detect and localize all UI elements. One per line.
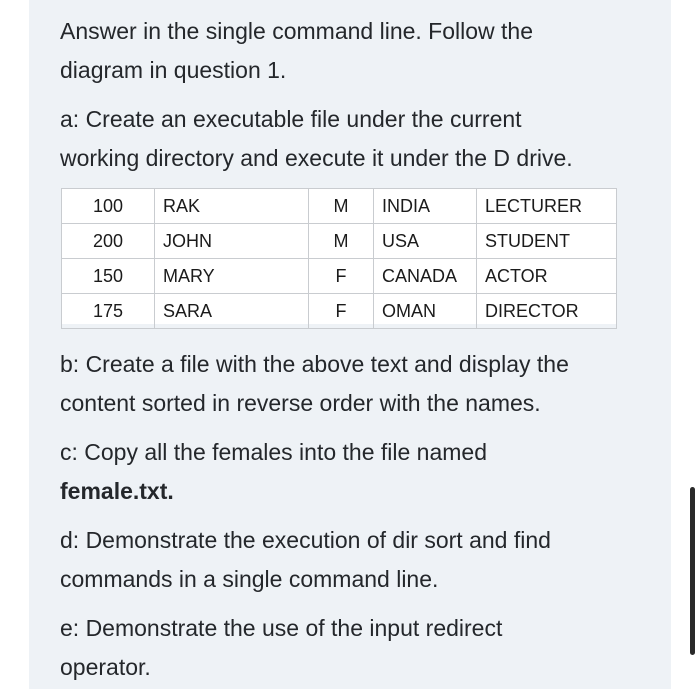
question-e-line-2: operator. (60, 653, 151, 680)
question-d-line-1: d: Demonstrate the execution of dir sort and find (60, 527, 551, 553)
question-b-line-1: b: Create a file with the above text and display the (60, 351, 569, 377)
table-cell-name: MARY (155, 259, 309, 294)
table-cell-id: 175 (62, 294, 155, 329)
intro-line-1: Answer in the single command line. Follow the (60, 18, 534, 44)
table-row (62, 294, 617, 329)
table-cell-occupation: ACTOR (477, 259, 617, 294)
table-cell-gender: M (309, 224, 374, 259)
table-cell-country: INDIA (374, 189, 477, 224)
table-cell-gender: F (309, 259, 374, 294)
table-cell-id: 100 (62, 189, 155, 224)
question-c-line-1: c: Copy all the females into the file named (60, 439, 488, 465)
table-cell-occupation: LECTURER (477, 189, 617, 224)
table-cell-country: CANADA (374, 259, 477, 294)
table-cell-gender: M (309, 189, 374, 224)
table-cell-id: 200 (62, 224, 155, 259)
table-cell-gender: F (309, 294, 374, 329)
question-card (29, 0, 671, 689)
table-cell-country: OMAN (374, 294, 477, 329)
table-row (62, 224, 617, 259)
table-cell-name: RAK (155, 189, 309, 224)
table-cell-id: 150 (62, 259, 155, 294)
question-b-line-2: content sorted in reverse order with the names. (60, 389, 541, 416)
data-table (61, 188, 617, 329)
table-cell-name: JOHN (155, 224, 309, 259)
question-d-line-2: commands in a single command line. (60, 565, 439, 592)
question-content (60, 12, 660, 686)
intro-line-2: diagram in question 1. (60, 56, 287, 83)
data-table-image (61, 188, 617, 324)
question-a-line-2: working directory and execute it under the D drive. (60, 144, 573, 171)
scrollbar-thumb[interactable] (690, 487, 695, 655)
question-a-line-1: a: Create an executable file under the current (60, 106, 522, 132)
table-cell-name: SARA (155, 294, 309, 329)
question-e-line-1: e: Demonstrate the use of the input redirect (60, 615, 503, 641)
table-row (62, 259, 617, 294)
table-cell-occupation: DIRECTOR (477, 294, 617, 329)
table-cell-country: USA (374, 224, 477, 259)
table-row (62, 189, 617, 224)
question-c-filename: female.txt. (60, 477, 174, 504)
table-cell-occupation: STUDENT (477, 224, 617, 259)
